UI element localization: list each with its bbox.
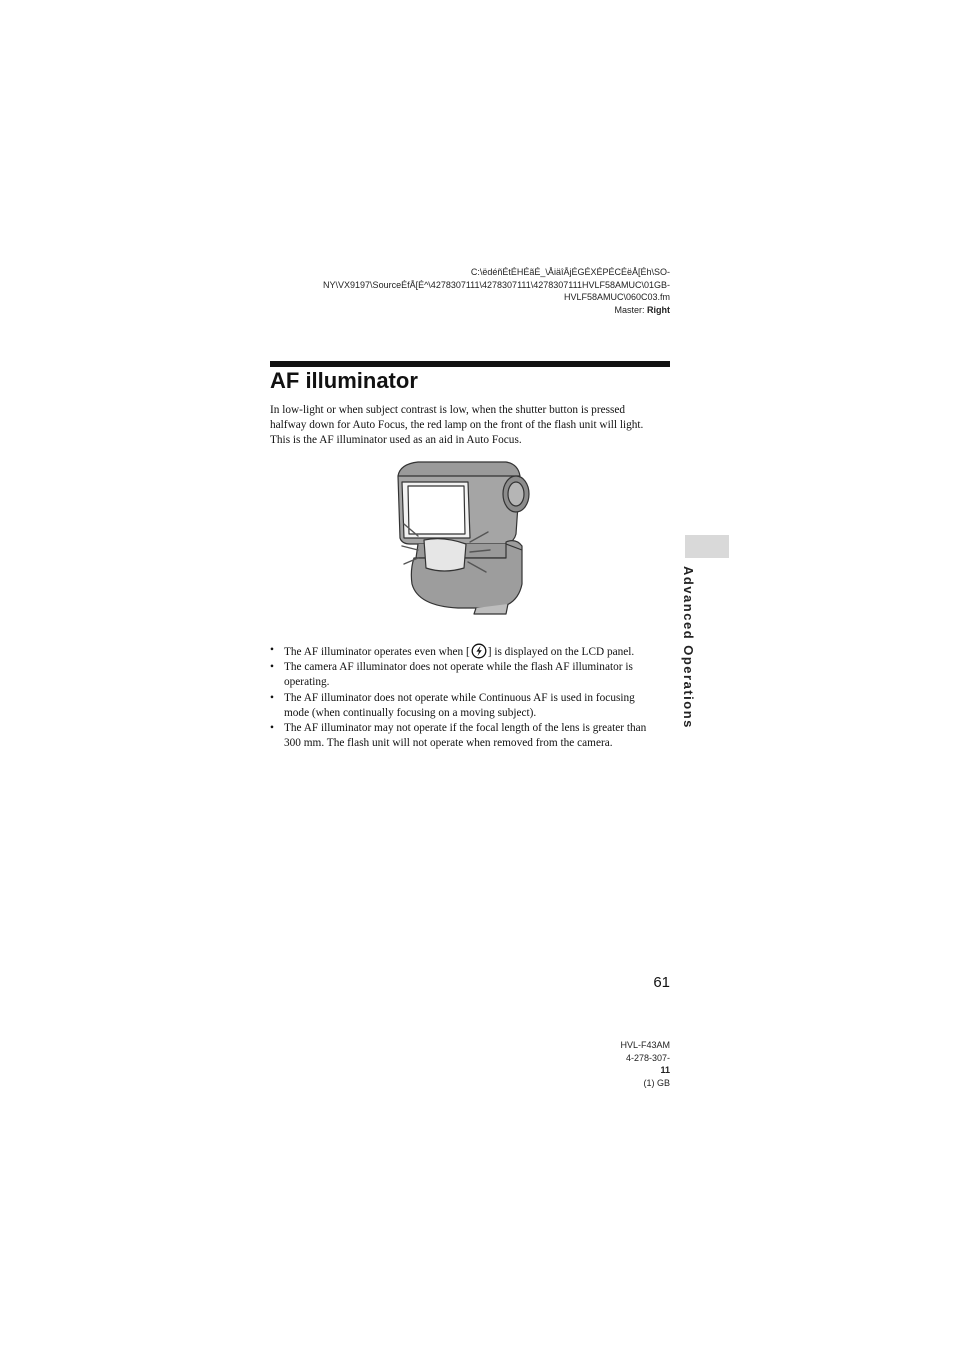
- flash-off-icon: [471, 643, 487, 659]
- list-item: [270, 691, 675, 721]
- bullet-line: operating.: [284, 676, 330, 689]
- bullet-text: The AF illuminator operates even when [: [284, 646, 470, 658]
- part-code-suffix: (1) GB: [643, 1077, 670, 1088]
- bullet-marker: •: [270, 722, 274, 735]
- page-number: 61: [653, 974, 670, 991]
- list-item: [270, 643, 675, 660]
- notes-list: [270, 643, 675, 751]
- bullet-text: ] is displayed on the LCD panel.: [487, 646, 635, 658]
- bullet-line: The AF illuminator does not operate while Continuous AF is used in focusing: [284, 691, 635, 704]
- intro-line: halfway down for Auto Focus, the red lamp on the front of the flash unit will light.: [270, 419, 644, 432]
- bullet-marker: •: [270, 644, 274, 656]
- bullet-marker: •: [270, 661, 274, 674]
- part-code-bold: 11: [660, 1065, 670, 1075]
- intro-line: In low-light or when subject contrast is low, when the shutter button is pressed: [270, 404, 626, 416]
- section-tab-marker: [685, 535, 729, 558]
- list-item: [270, 721, 675, 751]
- intro-line: This is the AF illuminator used as an aid in Auto Focus.: [270, 434, 522, 447]
- page-title: AF illuminator: [270, 368, 418, 393]
- model-number: HVL-F43AM: [620, 1040, 670, 1050]
- bullet-line: The AF illuminator may not operate if the focal length of the lens is greater than: [284, 722, 647, 735]
- part-code: [500, 1052, 670, 1090]
- bullet-line: mode (when continually focusing on a moving subject).: [284, 706, 537, 719]
- path-line-3: HVLF58AMUC\060C03.fm: [563, 292, 670, 302]
- file-path-header: [300, 266, 670, 316]
- master-label: Master:: [614, 304, 647, 315]
- intro-paragraph: [270, 403, 675, 449]
- bullet-marker: •: [270, 691, 274, 704]
- master-line: [300, 304, 670, 317]
- section-side-label: Advanced Operations: [681, 566, 696, 729]
- bullet-line: [284, 643, 675, 660]
- master-value: Right: [647, 304, 670, 315]
- flash-unit-illustration: [388, 458, 538, 618]
- path-line-2: NY\VX9197\SourceÉfÅ[É^\4278307111\4278307111\4278307111HVLF58AMUC\01GB-: [323, 279, 670, 290]
- list-item: [270, 660, 675, 690]
- footer: [500, 1039, 670, 1089]
- bullet-line: 300 mm. The flash unit will not operate when removed from the camera.: [284, 737, 613, 750]
- path-line-1: C:\ëdéñÉtÉHÉãÉ_\ÅiäîÅjÉGÉXÉPÉCÉëÅ[Éh\SO-: [470, 267, 670, 277]
- bullet-line: The camera AF illuminator does not operate while the flash AF illuminator is: [284, 661, 633, 674]
- part-code-prefix: 4-278-307-: [625, 1052, 670, 1063]
